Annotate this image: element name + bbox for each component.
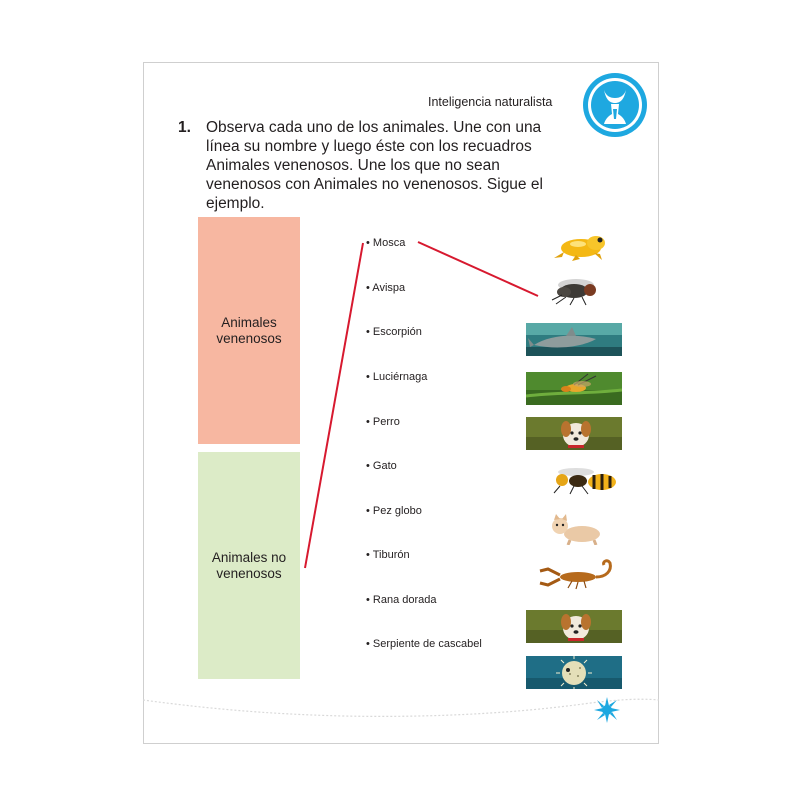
fly-photo[interactable] xyxy=(526,273,622,306)
section-label: Inteligencia naturalista xyxy=(428,95,553,109)
instruction-text: Observa cada uno de los animales. Une con una línea su nombre y luego éste con los recuadros Animales venenosos. Une los que no sean venenosos con Animales no venenosos. Sigue el ejemplo. xyxy=(206,119,543,212)
animal-name-escorpion[interactable]: • Escorpión xyxy=(366,326,422,338)
animal-name-rana-dorada[interactable]: • Rana dorada xyxy=(366,594,437,606)
dog-photo-2[interactable] xyxy=(526,610,622,643)
animal-name-gato[interactable]: • Gato xyxy=(366,460,397,472)
animal-name-mosca[interactable]: • Mosca xyxy=(366,237,406,249)
cat-photo[interactable] xyxy=(526,512,622,545)
animal-name-serpiente[interactable]: • Serpiente de cascabel xyxy=(366,638,482,650)
scorpion-photo[interactable] xyxy=(526,557,622,590)
animal-name-perro[interactable]: • Perro xyxy=(366,416,400,428)
instruction-number: 1. xyxy=(178,119,191,136)
animal-name-pez-globo[interactable]: • Pez globo xyxy=(366,505,422,517)
naturalist-logo-icon xyxy=(582,72,648,138)
splash-icon xyxy=(592,695,622,725)
poisonous-box[interactable] xyxy=(198,217,300,444)
shark-photo[interactable] xyxy=(526,323,622,356)
footer-wave xyxy=(143,680,659,720)
non-poisonous-box[interactable] xyxy=(198,452,300,679)
frog-photo[interactable] xyxy=(526,228,622,261)
animal-name-luciernaga[interactable]: • Luciérnaga xyxy=(366,371,428,383)
animal-name-tiburon[interactable]: • Tiburón xyxy=(366,549,410,561)
dog-photo[interactable] xyxy=(526,417,622,450)
animal-name-avispa[interactable]: • Avispa xyxy=(366,282,406,294)
non-poisonous-box-label: Animales no venenosos xyxy=(211,549,287,581)
firefly-photo[interactable] xyxy=(526,372,622,405)
poisonous-box-label: Animales venenosos xyxy=(216,314,282,346)
wasp-photo[interactable] xyxy=(526,462,622,495)
instruction xyxy=(178,118,578,213)
